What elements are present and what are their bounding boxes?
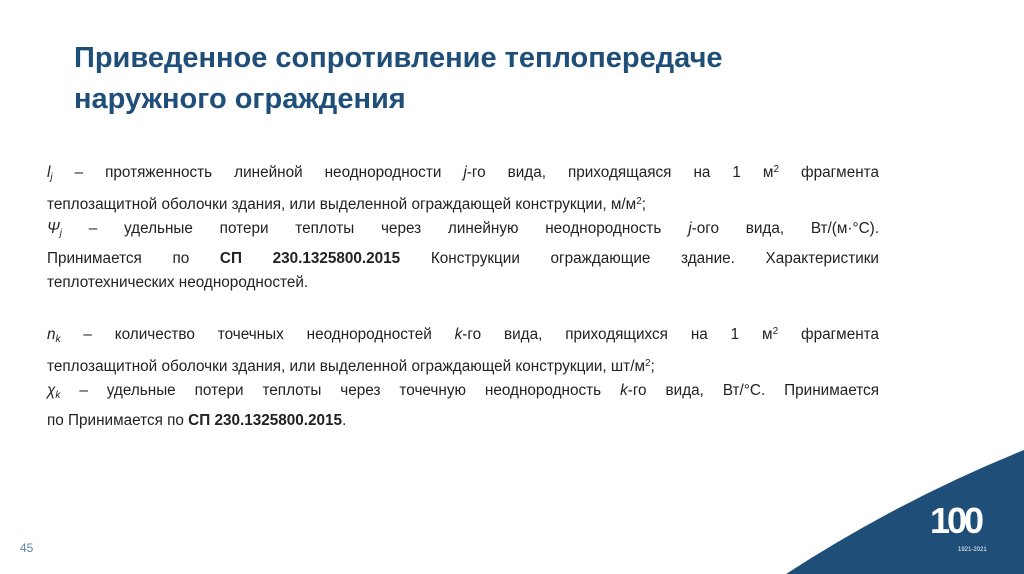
- title-line-1: Приведенное сопротивление теплопередаче: [74, 42, 723, 74]
- text-line: [47, 190, 879, 217]
- text-run: теплозащитной оболочки здания, или выделенной ограждающей конструкции, м/м: [47, 196, 637, 214]
- text-line: [47, 320, 879, 352]
- superscript-2: 2: [772, 326, 779, 337]
- text-run: ;: [650, 358, 655, 376]
- subscript-j: j: [50, 172, 53, 183]
- page-number: 45: [20, 541, 34, 555]
- superscript-2: 2: [773, 164, 779, 175]
- anniversary-logo: 100: [930, 500, 982, 541]
- standard-reference: СП 230.1325800.2015: [188, 411, 343, 429]
- symbol-k: k: [620, 382, 628, 400]
- text-line: [47, 379, 879, 408]
- subscript-k: k: [55, 334, 61, 345]
- symbol-j: j: [688, 220, 692, 238]
- text-line: [47, 247, 879, 271]
- linear-inhomogeneity-paragraph: [47, 158, 879, 295]
- text-run: .: [342, 411, 347, 429]
- symbol-j: j: [463, 164, 467, 181]
- text-run: – протяженность линейной неоднородности: [52, 164, 464, 181]
- superscript-2: 2: [644, 358, 651, 370]
- text-line: [47, 409, 879, 433]
- text-run: – удельные потери теплоты через линейную неоднородность: [61, 220, 689, 238]
- text-run: -го вида, Вт/°С. Принимается: [627, 382, 879, 400]
- text-run: теплотехнических неоднородностей.: [47, 273, 309, 291]
- text-run: -го вида, приходящаяся на 1 м: [466, 164, 774, 181]
- symbol-psi: Ψ: [47, 220, 60, 238]
- text-run: – удельные потери теплоты через точечную неоднородность: [60, 382, 621, 400]
- text-line: [47, 158, 879, 190]
- text-run: теплозащитной оболочки здания, или выделенной ограждающей конструкции, шт/м: [47, 358, 645, 376]
- text-run: – количество точечных неоднородностей: [60, 326, 455, 343]
- text-run: фрагмента: [778, 326, 879, 343]
- text-run: по Принимается по: [47, 411, 189, 429]
- subscript-j: j: [59, 228, 62, 240]
- text-run: ;: [641, 196, 647, 214]
- slide-title: [74, 38, 934, 120]
- text-run: -го вида, приходящихся на 1 м: [462, 326, 773, 343]
- symbol-n: n: [47, 326, 56, 343]
- logo-years: 1921-2021: [958, 547, 987, 553]
- text-line: [47, 217, 879, 246]
- text-line: [47, 352, 879, 379]
- superscript-2: 2: [636, 196, 642, 208]
- point-inhomogeneity-paragraph: [47, 320, 879, 433]
- text-line: [47, 271, 879, 295]
- text-run: -ого вида, Вт/(м·°С).: [691, 220, 880, 238]
- corner-decoration: [760, 440, 1024, 574]
- subscript-k: k: [55, 390, 61, 402]
- symbol-k: k: [454, 326, 463, 343]
- standard-reference: СП 230.1325800.2015: [219, 249, 401, 267]
- symbol-chi: χ: [47, 382, 56, 400]
- text-run: Принимается по: [47, 249, 220, 267]
- text-run: Конструкции ограждающие здание. Характеристики: [400, 249, 879, 267]
- title-line-2: наружного ограждения: [74, 83, 406, 115]
- text-run: фрагмента: [779, 164, 879, 181]
- symbol-l: l: [47, 164, 51, 181]
